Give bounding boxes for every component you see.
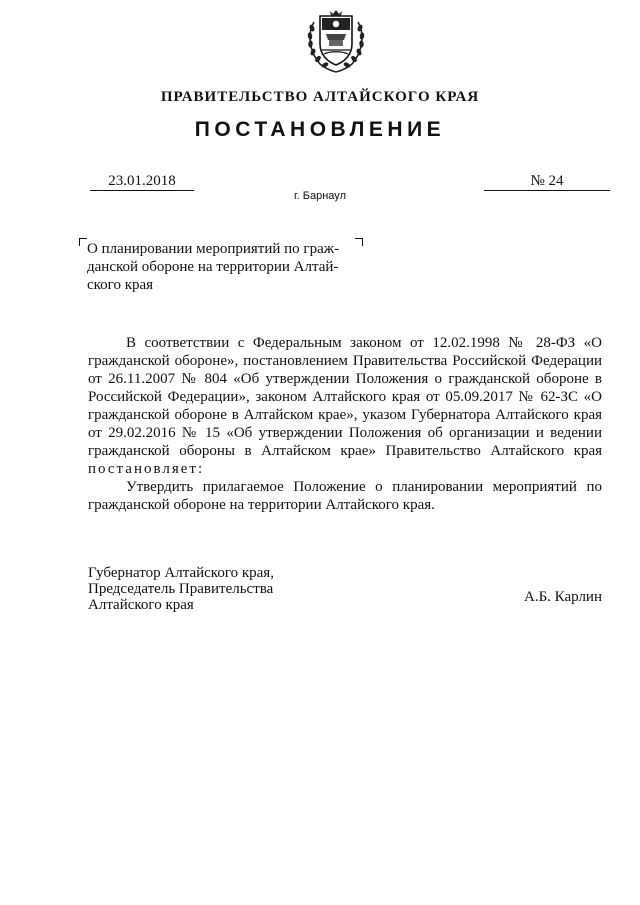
decree-word: постановляет: [88,461,205,477]
body-paragraph-preamble [88,334,602,478]
signer-position [88,565,348,613]
document-city: г. Барнаул [294,190,346,202]
body-paragraph-resolution: Утвердить прилагаемое Положение о планировании мероприятий по гражданской обороне на территории Алтайского края. [88,479,602,513]
altai-krai-coat-of-arms-icon [304,8,368,74]
document-date: 23.01.2018 [108,173,176,189]
document-body [88,334,602,514]
subject-line: О планировании мероприятий по граж- [87,241,340,257]
subject-bracket-left [79,238,87,246]
signer-position-line: Алтайского края [88,597,194,613]
document-subject [87,240,357,294]
preamble-text: В соответствии с Федеральным законом от 12.02.1998 № 28-ФЗ «О гражданской обороне», постановлением Правительства Российской Федерации от 26.11.2007 № 804 «Об утверждении Положения о гражданской обороне в Российской Федерации», законом Алтайского края от 05.09.2017 № 62-ЗС «О гражданской обороне в Алтайском крае», указом Губернатора Алтайского края от 29.02.2016 № 15 «Об утверждении Положения об организации и ведении гражданской обороны в Алтайском крае» Правительство Алтайского края [88,335,602,459]
subject-line: ского края [87,277,154,293]
document-type-title: ПОСТАНОВЛЕНИЕ [194,118,446,141]
signer-position-line: Губернатор Алтайского края, [88,565,274,581]
signer-name: А.Б. Карлин [523,589,602,605]
signer-position-line: Председатель Правительства [88,581,274,597]
document-number: № 24 [530,173,564,189]
subject-line: данской обороне на территории Алтай- [87,259,339,275]
government-title: ПРАВИТЕЛЬСТВО АЛТАЙСКОГО КРАЯ [160,89,480,105]
